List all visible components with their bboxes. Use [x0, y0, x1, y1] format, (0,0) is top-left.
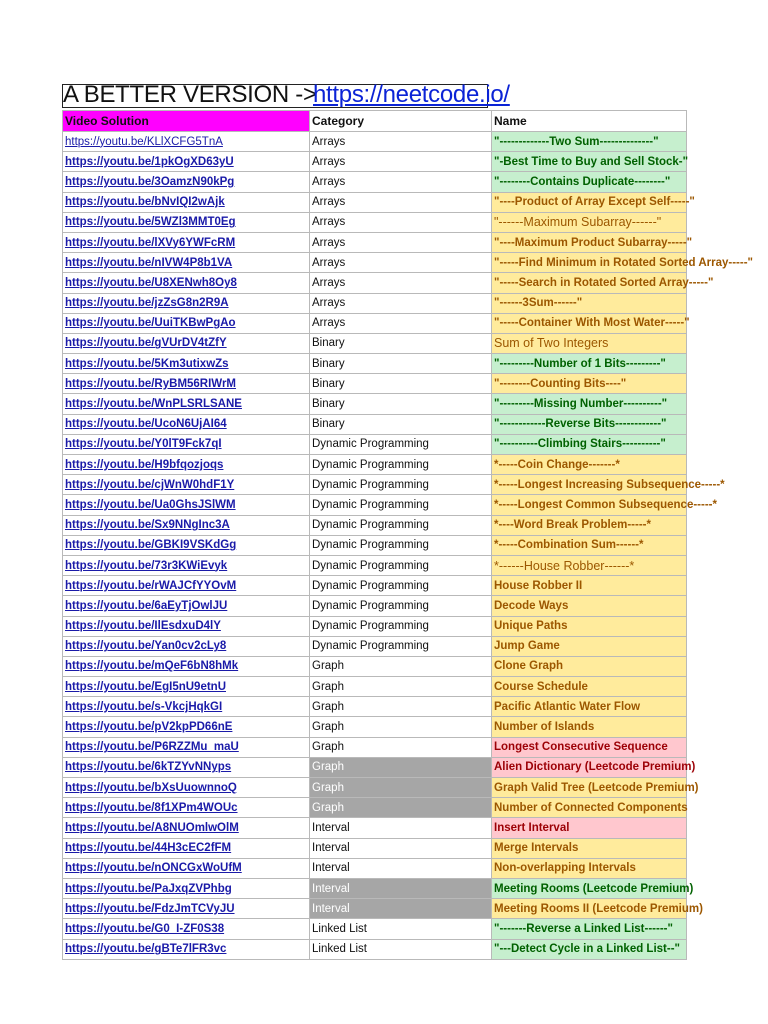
problem-name-cell: Decode Ways [492, 596, 687, 616]
video-link[interactable]: https://youtu.be/nONCGxWoUfM [63, 858, 310, 878]
video-link[interactable]: https://youtu.be/EgI5nU9etnU [63, 677, 310, 697]
table-row [63, 757, 687, 777]
table-row [63, 455, 687, 475]
video-link[interactable]: https://youtu.be/GBKI9VSKdGg [63, 535, 310, 555]
video-link[interactable]: https://youtu.be/P6RZZMu_maU [63, 737, 310, 757]
header-row [63, 111, 687, 132]
problem-name-cell: "--------Contains Duplicate--------" [492, 172, 687, 192]
category-cell: Arrays [310, 212, 492, 232]
category-cell: Dynamic Programming [310, 576, 492, 596]
category-cell: Arrays [310, 293, 492, 313]
problem-name-cell: Unique Paths [492, 616, 687, 636]
problem-name-cell: Sum of Two Integers [492, 333, 687, 353]
video-solution-header: Video Solution [63, 111, 310, 132]
category-cell: Binary [310, 333, 492, 353]
video-link[interactable]: https://youtu.be/gBTe7lFR3vc [63, 939, 310, 959]
category-cell: Linked List [310, 939, 492, 959]
category-cell: Arrays [310, 253, 492, 273]
video-link[interactable]: https://youtu.be/Y0lT9Fck7qI [63, 434, 310, 454]
category-header: Category [310, 111, 492, 132]
video-link[interactable]: https://youtu.be/lXVy6YWFcRM [63, 232, 310, 252]
video-link[interactable]: https://youtu.be/RyBM56RIWrM [63, 374, 310, 394]
problem-name-cell: "-----Container With Most Water-----" [492, 313, 687, 333]
problem-name-cell: *-----Longest Common Subsequence-----* [492, 495, 687, 515]
video-link[interactable]: https://youtu.be/A8NUOmlwOlM [63, 818, 310, 838]
problem-name-cell: Longest Consecutive Sequence [492, 737, 687, 757]
table-row [63, 232, 687, 252]
table-row [63, 878, 687, 898]
video-link[interactable]: https://youtu.be/H9bfqozjoqs [63, 455, 310, 475]
video-link[interactable]: https://youtu.be/gVUrDV4tZfY [63, 333, 310, 353]
table-row [63, 475, 687, 495]
video-link[interactable]: https://youtu.be/rWAJCfYYOvM [63, 576, 310, 596]
category-cell: Arrays [310, 192, 492, 212]
problem-name-cell: Merge Intervals [492, 838, 687, 858]
problem-name-cell: "----Product of Array Except Self-----" [492, 192, 687, 212]
table-row [63, 636, 687, 656]
category-cell: Arrays [310, 232, 492, 252]
table-row [63, 515, 687, 535]
problem-name-cell: Course Schedule [492, 677, 687, 697]
video-link[interactable]: https://youtu.be/WnPLSRLSANE [63, 394, 310, 414]
category-cell: Graph [310, 778, 492, 798]
category-cell: Dynamic Programming [310, 434, 492, 454]
category-cell: Arrays [310, 313, 492, 333]
table-row [63, 293, 687, 313]
neetcode-link[interactable]: https://neetcode.io/ [313, 81, 510, 108]
table-row [63, 737, 687, 757]
video-link[interactable]: https://youtu.be/5Km3utixwZs [63, 354, 310, 374]
table-row [63, 919, 687, 939]
table-row [63, 697, 687, 717]
category-cell: Interval [310, 858, 492, 878]
video-link[interactable]: https://youtu.be/U8XENwh8Oy8 [63, 273, 310, 293]
problem-name-cell: Meeting Rooms (Leetcode Premium) [492, 878, 687, 898]
category-cell: Arrays [310, 152, 492, 172]
category-cell: Interval [310, 878, 492, 898]
problem-name-cell: Pacific Atlantic Water Flow [492, 697, 687, 717]
table-row [63, 858, 687, 878]
problem-name-cell: *------House Robber------* [492, 555, 687, 575]
category-cell: Graph [310, 656, 492, 676]
problem-name-cell: Alien Dictionary (Leetcode Premium) [492, 757, 687, 777]
table-row [63, 838, 687, 858]
table-row [63, 434, 687, 454]
problem-name-cell: Meeting Rooms II (Leetcode Premium) [492, 899, 687, 919]
problem-name-cell: "------------Reverse Bits------------" [492, 414, 687, 434]
table-row [63, 172, 687, 192]
table-row [63, 313, 687, 333]
problem-table [62, 110, 753, 960]
category-cell: Interval [310, 838, 492, 858]
table-row [63, 394, 687, 414]
category-cell: Binary [310, 374, 492, 394]
video-link[interactable]: https://youtu.be/pV2kpPD66nE [63, 717, 310, 737]
category-cell: Dynamic Programming [310, 555, 492, 575]
category-cell: Graph [310, 717, 492, 737]
video-link[interactable]: https://youtu.be/PaJxqZVPhbg [63, 878, 310, 898]
video-link[interactable]: https://youtu.be/IlEsdxuD4lY [63, 616, 310, 636]
problem-name-cell: "--------Counting Bits----" [492, 374, 687, 394]
video-link[interactable]: https://youtu.be/6kTZYvNNyps [63, 757, 310, 777]
video-link[interactable]: https://youtu.be/Ua0GhsJSlWM [63, 495, 310, 515]
video-link[interactable]: https://youtu.be/FdzJmTCVyJU [63, 899, 310, 919]
category-cell: Arrays [310, 172, 492, 192]
video-link[interactable]: https://youtu.be/s-VkcjHqkGI [63, 697, 310, 717]
table-row [63, 939, 687, 959]
category-cell: Dynamic Programming [310, 535, 492, 555]
video-link[interactable]: https://youtu.be/bXsUuownnoQ [63, 778, 310, 798]
table-row [63, 273, 687, 293]
table-row [63, 717, 687, 737]
category-cell: Graph [310, 697, 492, 717]
category-cell: Binary [310, 414, 492, 434]
table-row [63, 555, 687, 575]
video-link[interactable]: https://youtu.be/Sx9NNgInc3A [63, 515, 310, 535]
table-row [63, 374, 687, 394]
category-cell: Graph [310, 798, 492, 818]
video-link[interactable]: https://youtu.be/nIVW4P8b1VA [63, 253, 310, 273]
problem-name-cell: *-----Combination Sum------* [492, 535, 687, 555]
video-link[interactable]: https://youtu.be/UuiTKBwPgAo [63, 313, 310, 333]
problem-name-cell: "-------Reverse a Linked List------" [492, 919, 687, 939]
category-cell: Graph [310, 737, 492, 757]
video-link[interactable]: https://youtu.be/5WZl3MMT0Eg [63, 212, 310, 232]
video-link[interactable]: https://youtu.be/3OamzN90kPg [63, 172, 310, 192]
problem-name-cell: "-Best Time to Buy and Sell Stock-" [492, 152, 687, 172]
problem-name-cell: Non-overlapping Intervals [492, 858, 687, 878]
problem-name-cell: "----------Climbing Stairs----------" [492, 434, 687, 454]
category-cell: Graph [310, 757, 492, 777]
problem-name-cell: *----Word Break Problem-----* [492, 515, 687, 535]
problem-name-cell: Insert Interval [492, 818, 687, 838]
table-row [63, 253, 687, 273]
problem-name-cell: Graph Valid Tree (Leetcode Premium) [492, 778, 687, 798]
name-header: Name [492, 111, 687, 132]
table-row [63, 192, 687, 212]
table-row [63, 495, 687, 515]
video-link[interactable]: https://youtu.be/KLlXCFG5TnA [63, 132, 310, 152]
problem-name-cell: Clone Graph [492, 656, 687, 676]
category-cell: Graph [310, 677, 492, 697]
problem-name-cell: "-----Find Minimum in Rotated Sorted Array-----" [492, 253, 687, 273]
problem-name-cell: "------3Sum------" [492, 293, 687, 313]
category-cell: Dynamic Programming [310, 616, 492, 636]
table-row [63, 152, 687, 172]
problem-name-cell: *-----Coin Change-------* [492, 455, 687, 475]
video-link[interactable]: https://youtu.be/jzZsG8n2R9A [63, 293, 310, 313]
category-cell: Arrays [310, 132, 492, 152]
video-link[interactable]: https://youtu.be/cjWnW0hdF1Y [63, 475, 310, 495]
table-row [63, 212, 687, 232]
problem-name-cell: Number of Islands [492, 717, 687, 737]
video-link[interactable]: https://youtu.be/1pkOgXD63yU [63, 152, 310, 172]
table-row [63, 132, 687, 152]
video-link[interactable]: https://youtu.be/mQeF6bN8hMk [63, 656, 310, 676]
problem-name-cell: Jump Game [492, 636, 687, 656]
table-row [63, 798, 687, 818]
category-cell: Dynamic Programming [310, 475, 492, 495]
video-link[interactable]: https://youtu.be/8f1XPm4WOUc [63, 798, 310, 818]
category-cell: Interval [310, 899, 492, 919]
table-row [63, 778, 687, 798]
video-link[interactable]: https://youtu.be/G0_I-ZF0S38 [63, 919, 310, 939]
category-cell: Arrays [310, 273, 492, 293]
table-row [63, 596, 687, 616]
problem-name-cell: "---------Missing Number----------" [492, 394, 687, 414]
category-cell: Interval [310, 818, 492, 838]
problem-name-cell: *-----Longest Increasing Subsequence-----* [492, 475, 687, 495]
problem-name-cell: "---Detect Cycle in a Linked List--" [492, 939, 687, 959]
problem-name-cell: "------Maximum Subarray------" [492, 212, 687, 232]
category-cell: Linked List [310, 919, 492, 939]
video-link[interactable]: https://youtu.be/44H3cEC2fFM [63, 838, 310, 858]
video-link[interactable]: https://youtu.be/bNvIQI2wAjk [63, 192, 310, 212]
banner-text: A BETTER VERSION -> [63, 81, 317, 108]
table-row [63, 899, 687, 919]
category-cell: Binary [310, 394, 492, 414]
problem-name-cell: "----Maximum Product Subarray-----" [492, 232, 687, 252]
video-link[interactable]: https://youtu.be/UcoN6UjAI64 [63, 414, 310, 434]
banner [62, 81, 510, 108]
table-row [63, 354, 687, 374]
category-cell: Dynamic Programming [310, 455, 492, 475]
table-row [63, 677, 687, 697]
table-row [63, 576, 687, 596]
category-cell: Dynamic Programming [310, 596, 492, 616]
problem-name-cell: Number of Connected Components [492, 798, 687, 818]
video-link[interactable]: https://youtu.be/Yan0cv2cLy8 [63, 636, 310, 656]
video-link[interactable]: https://youtu.be/6aEyTjOwlJU [63, 596, 310, 616]
category-cell: Dynamic Programming [310, 636, 492, 656]
category-cell: Binary [310, 354, 492, 374]
table-row [63, 535, 687, 555]
table-row [63, 656, 687, 676]
table-row [63, 414, 687, 434]
table-row [63, 818, 687, 838]
video-link[interactable]: https://youtu.be/73r3KWiEvyk [63, 555, 310, 575]
problem-name-cell: "-------------Two Sum--------------" [492, 132, 687, 152]
table-row [63, 333, 687, 353]
category-cell: Dynamic Programming [310, 495, 492, 515]
problem-name-cell: "---------Number of 1 Bits---------" [492, 354, 687, 374]
problem-name-cell: House Robber II [492, 576, 687, 596]
table-row [63, 616, 687, 636]
category-cell: Dynamic Programming [310, 515, 492, 535]
problem-name-cell: "-----Search in Rotated Sorted Array-----" [492, 273, 687, 293]
